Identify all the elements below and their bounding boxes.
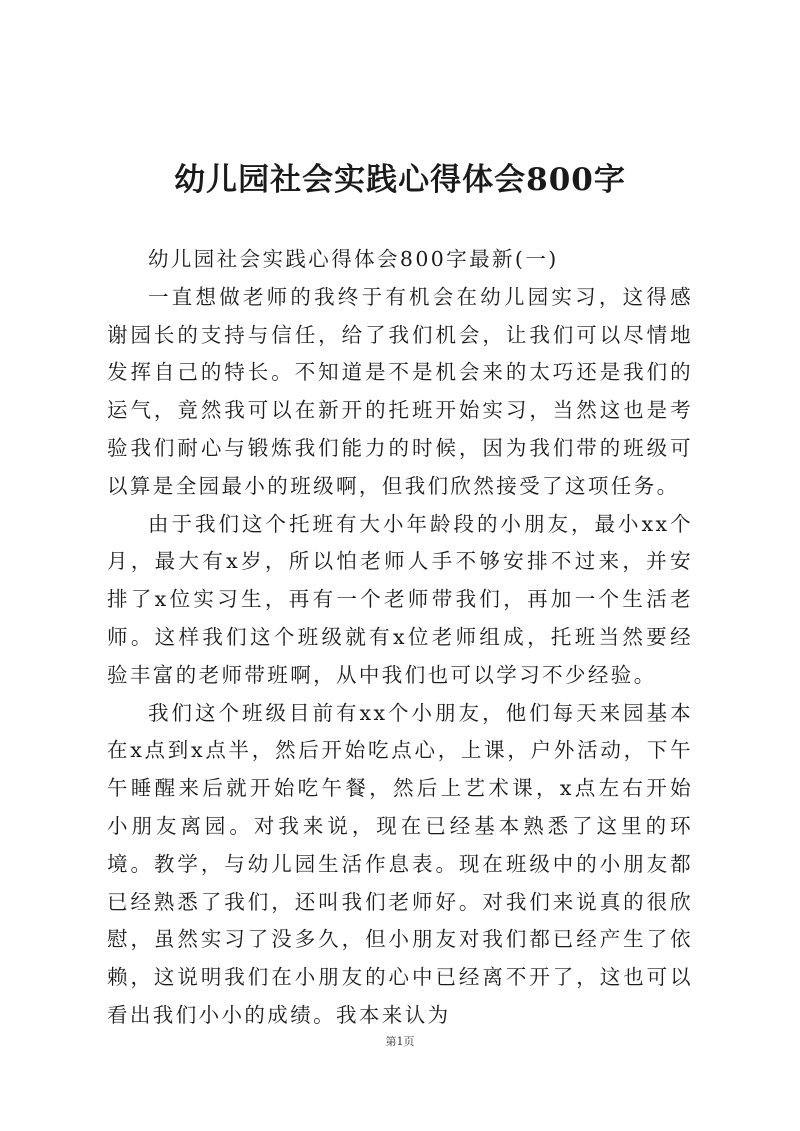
body-paragraph: 由于我们这个托班有大小年龄段的小朋友，最小xx个月，最大有x岁，所以怕老师人手不够安排不过来，并安排了x位实习生，再有一个老师带我们，再加一个生活老师。这样我们这个班级就有x位老师组成，托班当然要经验丰富的老师带班啊，从中我们也可以学习不少经验。: [107, 511, 693, 687]
body-paragraph: 我们这个班级目前有xx个小朋友，他们每天来园基本在x点到x点半，然后开始吃点心，上课，户外活动，下午午睡醒来后就开始吃午餐，然后上艺术课，x点左右开始小朋友离园。对我来说，现在已经基本熟悉了这里的环境。教学，与幼儿园生活作息表。现在班级中的小朋友都已经熟悉了我们，还叫我们老师好。对我们来说真的很欣慰，虽然实习了没多久，但小朋友对我们都已经产生了依赖，这说明我们在小朋友的心中已经离不开了，这也可以看出我们小小的成绩。我本来认为: [107, 700, 693, 1027]
document-body: [107, 241, 693, 1035]
subtitle-paragraph: 幼儿园社会实践心得体会800字最新(一): [148, 247, 559, 271]
body-paragraph: 一直想做老师的我终于有机会在幼儿园实习，这得感谢园长的支持与信任，给了我们机会，让我们可以尽情地发挥自己的特长。不知道是不是机会来的太巧还是我们的运气，竟然我可以在新开的托班开始实习，当然这也是考验我们耐心与锻炼我们能力的时候，因为我们带的班级可以算是全园最小的班级啊，但我们欣然接受了这项任务。: [107, 284, 693, 498]
page-number: 第1页: [385, 1035, 415, 1048]
document-title: 幼儿园社会实践心得体会800字: [174, 162, 626, 198]
